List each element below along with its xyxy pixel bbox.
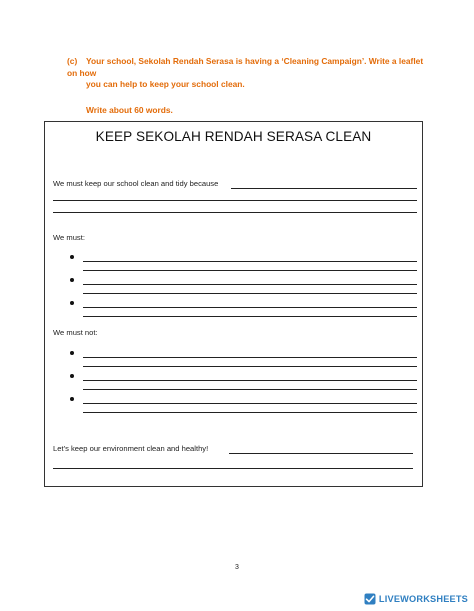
must-not-bullet-3 [70,397,74,401]
intro-answer-line-1[interactable] [231,188,417,189]
must-not-line-2a[interactable] [83,380,417,381]
must-line-3b[interactable] [83,316,417,317]
page-number: 3 [235,564,239,571]
leaflet-title: KEEP SEKOLAH RENDAH SERASA CLEAN [95,129,372,144]
must-not-line-1b[interactable] [83,366,417,367]
closing-text: Let’s keep our environment clean and healthy! [53,444,209,453]
intro-answer-line-3[interactable] [53,212,417,213]
closing-line-2[interactable] [53,468,413,469]
instructions [67,56,427,116]
brand-watermark [364,592,468,606]
must-not-line-1a[interactable] [83,357,417,358]
must-not-line-3b[interactable] [83,412,417,413]
question-label: (c) [67,56,78,66]
must-line-1b[interactable] [83,270,417,271]
must-not-line-3a[interactable] [83,403,417,404]
intro-answer-line-2[interactable] [53,200,417,201]
instruction-line-2: you can help to keep your school clean. [86,79,245,89]
must-line-2a[interactable] [83,284,417,285]
intro-prompt: We must keep our school clean and tidy because [53,179,219,188]
must-not-line-2b[interactable] [83,389,417,390]
must-line-1a[interactable] [83,261,417,262]
must-line-2b[interactable] [83,293,417,294]
must-line-3a[interactable] [83,307,417,308]
instruction-text-1: Your school, Sekolah Rendah Serasa is having a ‘Cleaning Campaign’. Write a leaflet on how [67,56,424,78]
must-not-label: We must not: [53,328,98,337]
brand-name: LIVEWORKSHEETS [378,594,468,604]
must-bullet-3 [70,301,74,305]
closing-line-1[interactable] [229,453,413,454]
liveworksheets-logo-icon [364,593,376,605]
must-not-bullet-1 [70,351,74,355]
instruction-line-1 [67,56,427,79]
word-count-instruction: Write about 60 words. [86,104,173,115]
must-label: We must: [53,233,85,242]
must-not-bullet-2 [70,374,74,378]
must-bullet-2 [70,278,74,282]
leaflet-box [44,121,423,487]
must-bullet-1 [70,255,74,259]
